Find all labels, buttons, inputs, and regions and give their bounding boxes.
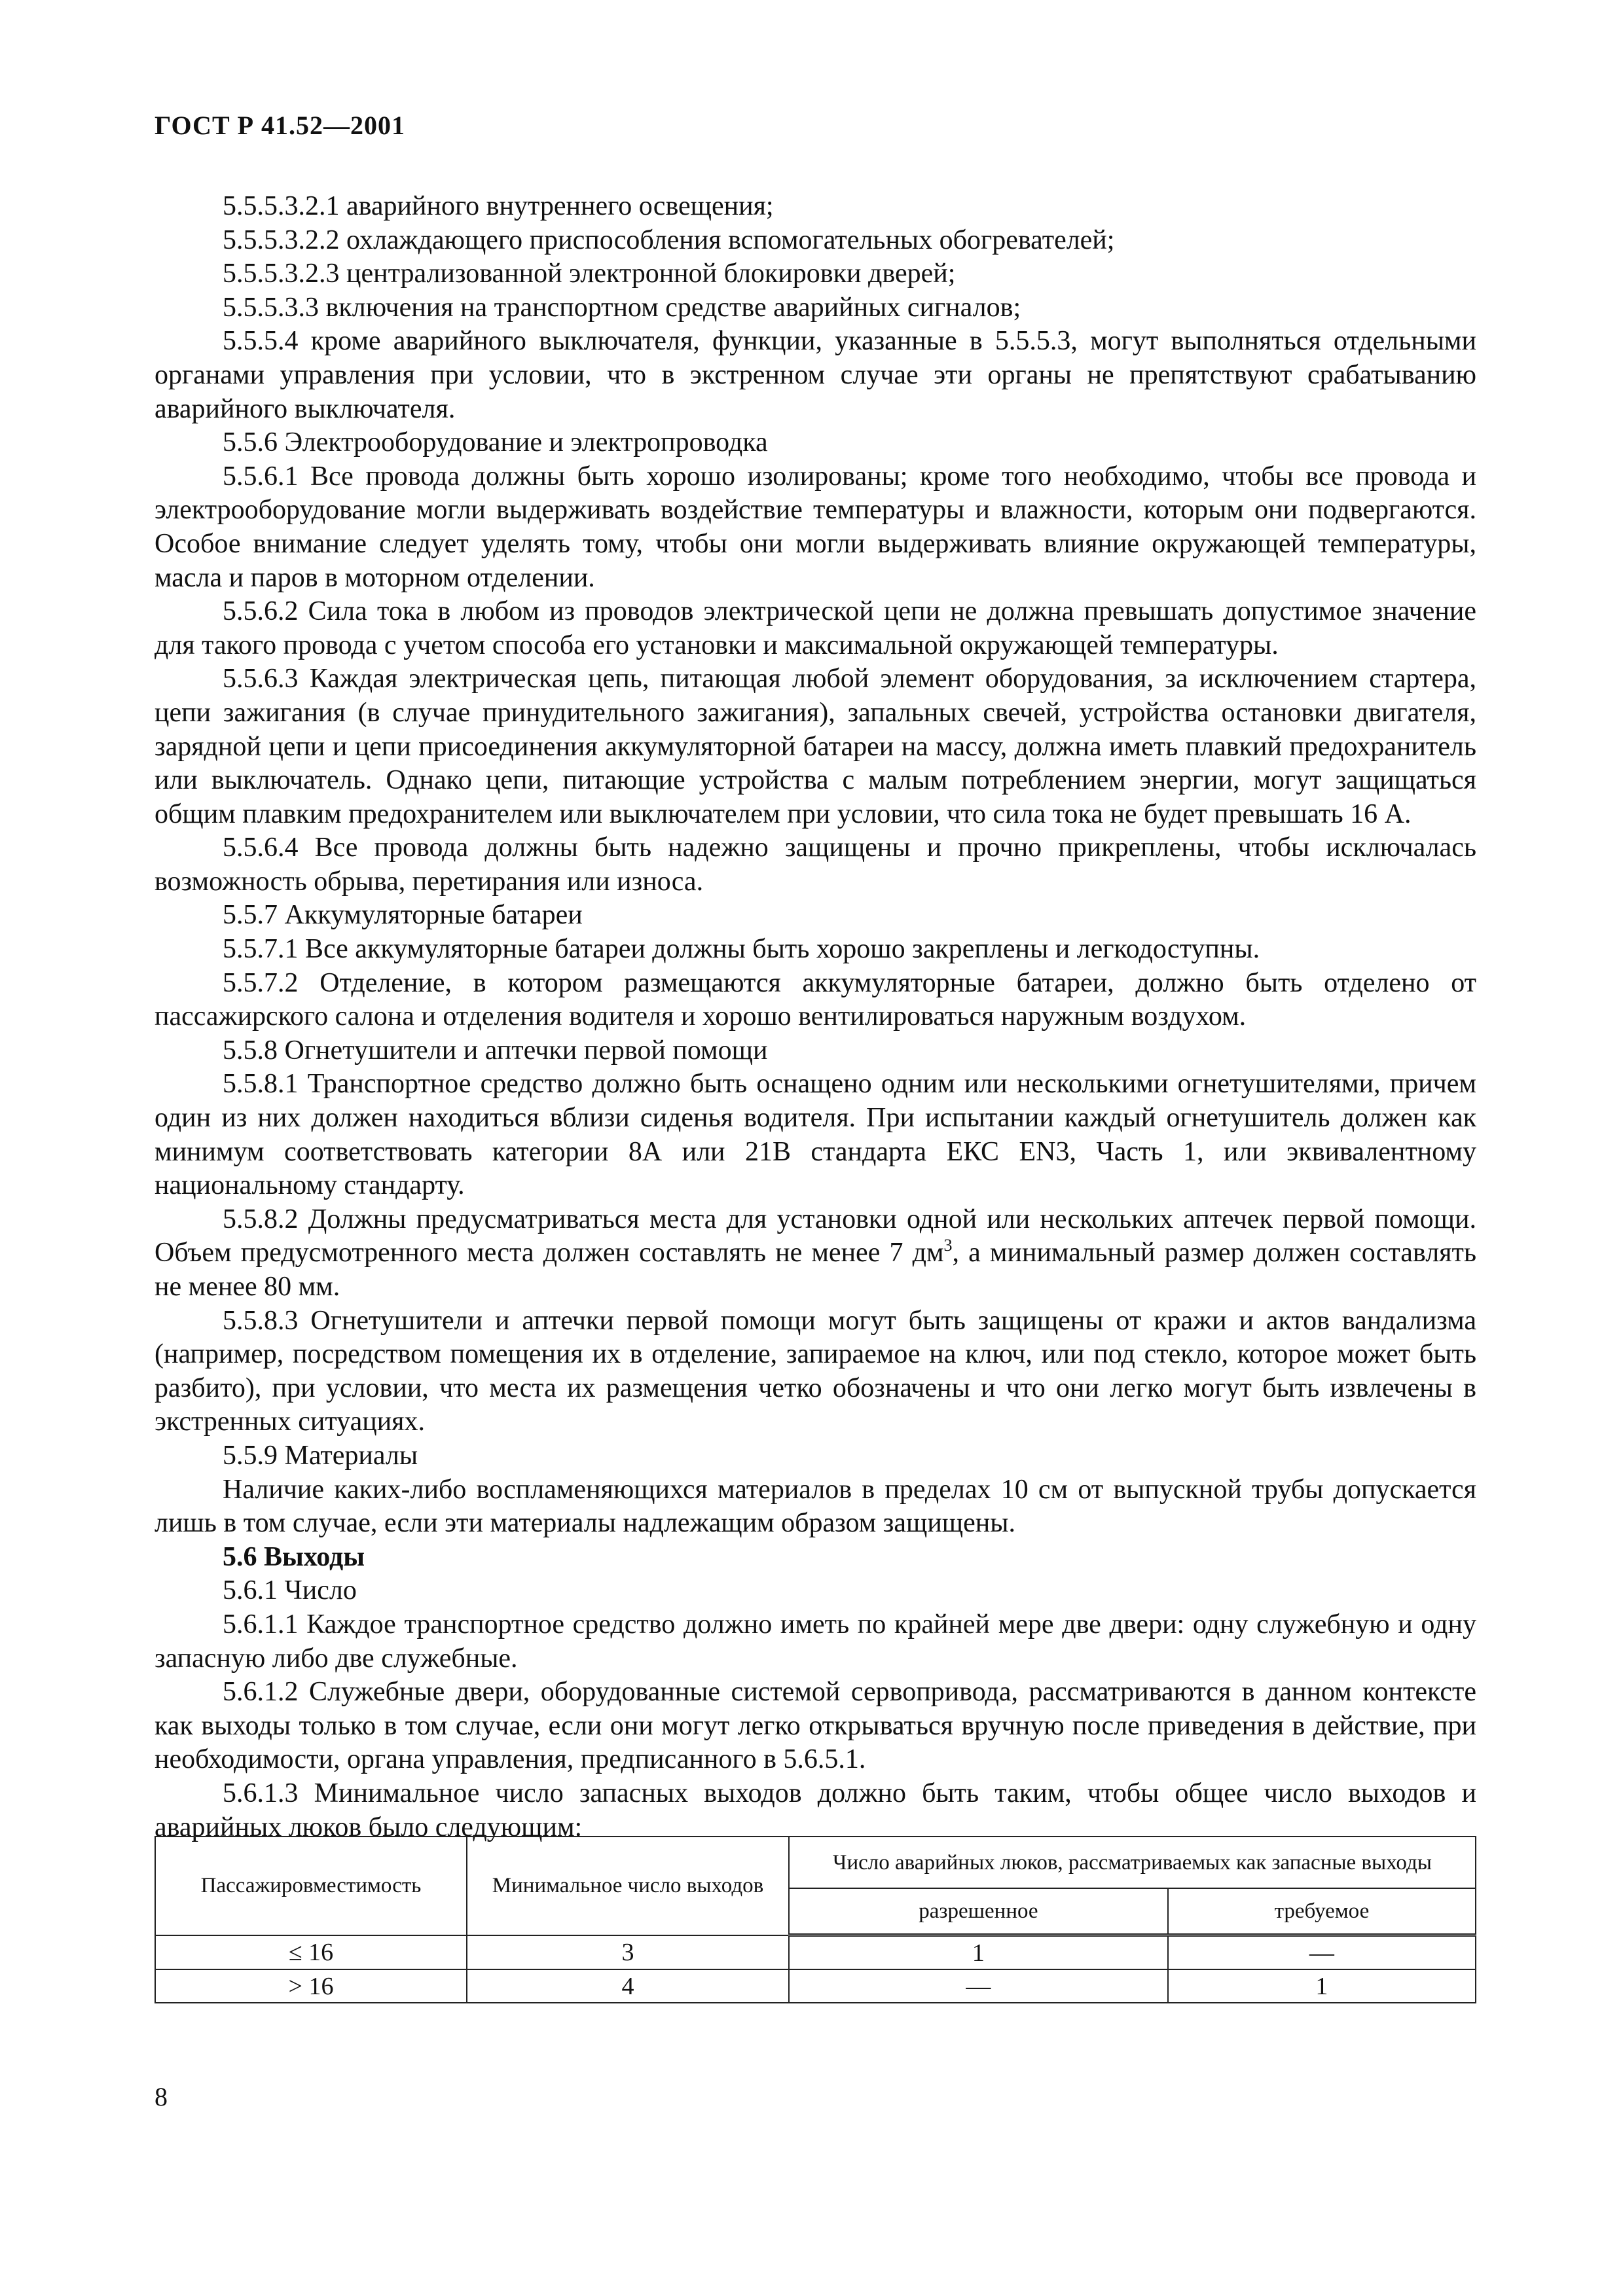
paragraph: 5.5.6.2 Сила тока в любом из проводов электрической цепи не должна превышать допустимое значение для такого провода с учетом способа его установки и максимальной окружающей температуры.	[155, 596, 1476, 660]
section-heading: 5.5.8 Огнетушители и аптечки первой помощи	[223, 1035, 768, 1066]
paragraph	[155, 1203, 1476, 1304]
section-heading-bold: 5.6 Выходы	[223, 1541, 365, 1572]
paragraph: 5.5.6.3 Каждая электрическая цепь, питающая любой элемент оборудования, за исключением стартера, цепи зажигания (в случае принудительного зажигания), запальных свечей, устройства остановки двигателя, зарядной цепи и цепи присоединения аккумуляторной батареи на массу, должна иметь плавкий предохранитель или выключатель. Однако цепи, питающие устройства с малым потреблением энергии, могут защищаться общим плавким предохранителем или выключателем при условии, что сила тока не будет превышать 16 А.	[155, 664, 1476, 829]
section-heading: 5.6.1 Число	[223, 1575, 357, 1606]
paragraph-text: 5.5.8.2 Должны предусматриваться места для установки одной или нескольких аптечек первой помощи. Объем предусмотренного места должен составлять не менее 7 дм	[155, 1204, 1476, 1268]
section-heading: 5.5.7 Аккумуляторные батареи	[223, 900, 583, 931]
paragraph: Наличие каких-либо воспламеняющихся материалов в пределах 10 см от выпускной трубы допускается лишь в том случае, если эти материалы надлежащим образом защищены.	[155, 1474, 1476, 1539]
table-cell: —	[1168, 1935, 1476, 1970]
body-text	[155, 190, 1476, 1844]
table-cell: 1	[789, 1935, 1168, 1970]
paragraph: 5.6.1.3 Минимальное число запасных выходов должно быть таким, чтобы общее число выходов и аварийных люков было следующим:	[155, 1778, 1476, 1842]
header-required: требуемое	[1168, 1888, 1476, 1935]
paragraph-text: , а минимальный размер должен составлять не менее 80 мм.	[155, 1238, 1476, 1302]
exits-table-wrapper	[155, 1836, 1476, 2003]
table-cell: 3	[467, 1935, 789, 1970]
section-heading: 5.5.9 Материалы	[223, 1440, 418, 1471]
table-cell: 4	[467, 1969, 789, 2003]
paragraph: 5.6.1.1 Каждое транспортное средство должно иметь по крайней мере две двери: одну служебную и одну запасную либо две служебные.	[155, 1609, 1476, 1674]
paragraph: 5.5.7.2 Отделение, в котором размещаются аккумуляторные батареи, должно быть отделено от пассажирского салона и отделения водителя и хорошо вентилироваться наружным воздухом.	[155, 967, 1476, 1032]
header-allowed: разрешенное	[789, 1888, 1168, 1935]
paragraph: 5.5.5.3.2.3 централизованной электронной блокировки дверей;	[223, 259, 956, 289]
paragraph: 5.5.6.1 Все провода должны быть хорошо изолированы; кроме того необходимо, чтобы все провода и электрооборудование могли выдерживать воздействие температуры и влажности, которым они подвергаются. Особое внимание следует уделять тому, чтобы они могли выдерживать влияние окружающей температуры, масла и паров в моторном отделении.	[155, 461, 1476, 593]
table-cell: > 16	[155, 1969, 467, 2003]
paragraph: 5.5.5.3.2.2 охлаждающего приспособления вспомогательных обогревателей;	[223, 224, 1115, 255]
paragraph: 5.5.5.3.2.1 аварийного внутреннего освещения;	[223, 191, 774, 221]
paragraph: 5.6.1.2 Служебные двери, оборудованные системой сервопривода, рассматриваются в данном контексте как выходы только в том случае, если они могут легко открываться вручную после приведения в действие, при необходимости, органа управления, предписанного в 5.6.5.1.	[155, 1677, 1476, 1775]
section-heading: 5.5.6 Электрооборудование и электропроводка	[223, 427, 768, 458]
paragraph: 5.5.6.4 Все провода должны быть надежно защищены и прочно прикреплены, чтобы исключалась возможность обрыва, перетирания или износа.	[155, 833, 1476, 897]
paragraph: 5.5.7.1 Все аккумуляторные батареи должны быть хорошо закреплены и легкодоступны.	[223, 934, 1260, 965]
table-row	[155, 1969, 1476, 2003]
paragraph: 5.5.8.1 Транспортное средство должно быть оснащено одним или несколькими огнетушителями, причем один из них должен находиться вблизи сиденья водителя. При испытании каждый огнетушитель должен как минимум соответствовать категории 8А или 21В стандарта ЕКС EN3, Часть 1, или эквивалентному национальному стандарту.	[155, 1069, 1476, 1201]
superscript: 3	[943, 1236, 953, 1255]
table-row	[155, 1935, 1476, 1970]
header-capacity: Пассажировместимость	[155, 1837, 467, 1935]
table-cell: 1	[1168, 1969, 1476, 2003]
paragraph: 5.5.5.3.3 включения на транспортном средстве аварийных сигналов;	[223, 292, 1021, 323]
header-hatches-group: Число аварийных люков, рассматриваемых как запасные выходы	[789, 1837, 1476, 1888]
paragraph: 5.5.5.4 кроме аварийного выключателя, функции, указанные в 5.5.5.3, могут выполняться отдельными органами управления при условии, что в экстренном случае эти органы не препятствуют срабатыванию аварийного выключателя.	[155, 326, 1476, 424]
document-code: ГОСТ Р 41.52—2001	[155, 111, 406, 140]
table-cell: —	[789, 1969, 1168, 2003]
page-number: 8	[155, 2082, 168, 2111]
exits-table	[155, 1836, 1476, 2003]
header-min-exits: Минимальное число выходов	[467, 1837, 789, 1935]
paragraph: 5.5.8.3 Огнетушители и аптечки первой помощи могут быть защищены от кражи и актов вандализма (например, посредством помещения их в отделение, запираемое на ключ, или под стекло, которое может быть разбито), при условии, что места их размещения четко обозначены и что они легко могут быть извлечены в экстренных ситуациях.	[155, 1305, 1476, 1437]
table-cell: ≤ 16	[155, 1935, 467, 1970]
